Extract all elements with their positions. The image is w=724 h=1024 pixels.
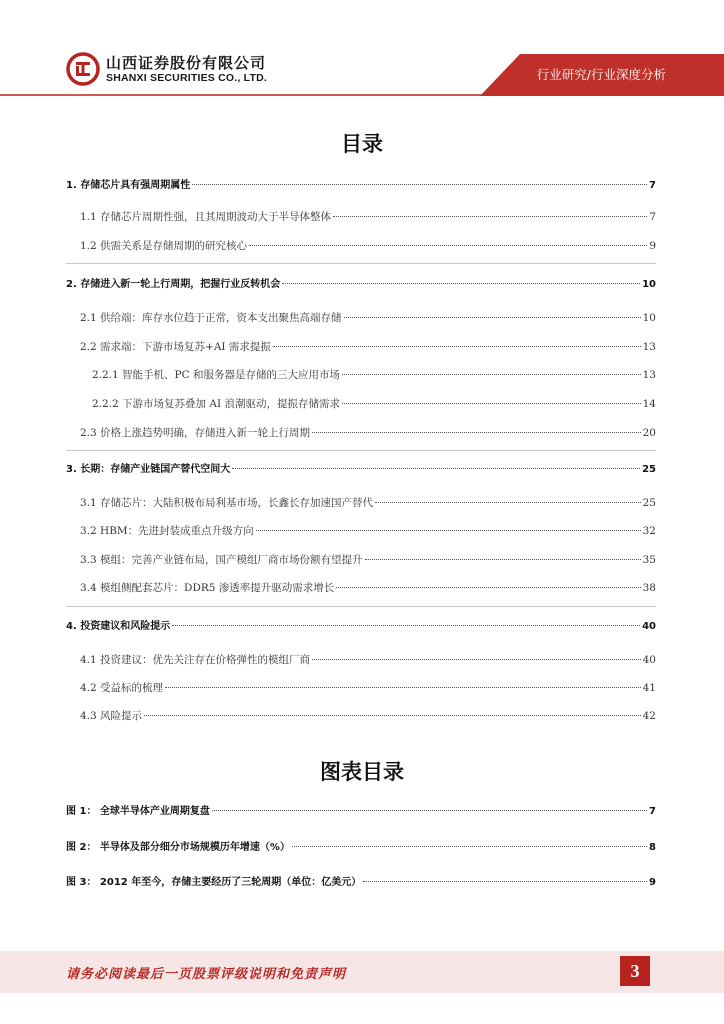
section-divider <box>66 606 656 607</box>
toc-entry-label: 3.3 模组：完善产业链布局，国产模组厂商市场份额有望提升 <box>80 554 363 566</box>
leader-dots <box>375 502 641 503</box>
leader-dots <box>292 846 647 847</box>
leader-dots <box>144 715 641 716</box>
toc-entry-label: 3.2 HBM：先进封装成重点升级方向 <box>80 525 254 537</box>
toc-entry-label: 2. 存储进入新一轮上行周期，把握行业反转机会 <box>66 279 281 290</box>
toc-entry[interactable] <box>0 708 724 724</box>
toc-entry-page: 13 <box>642 341 656 353</box>
toc-entry[interactable] <box>0 523 724 539</box>
toc-entry-label: 3.4 模组侧配套芯片：DDR5 渗透率提升驱动需求增长 <box>80 582 335 594</box>
toc-entry-page: 10 <box>642 279 656 290</box>
toc-entry-page: 13 <box>642 369 656 381</box>
figure-entry-page: 8 <box>649 842 656 853</box>
leader-dots <box>336 587 640 588</box>
toc-entry[interactable] <box>0 425 724 441</box>
leader-dots <box>165 687 641 688</box>
toc-entry-label: 2.1 供给端：库存水位趋于正常，资本支出聚焦高端存储 <box>80 312 342 324</box>
leader-dots <box>282 283 640 284</box>
toc-entry-label: 2.2 需求端：下游市场复苏+AI 需求提振 <box>80 341 271 353</box>
toc-entry[interactable] <box>0 275 724 291</box>
toc-entry-page: 42 <box>642 710 656 722</box>
leader-dots <box>312 432 641 433</box>
toc-entry[interactable] <box>0 495 724 511</box>
toc-entry[interactable] <box>0 339 724 355</box>
toc-entry-page: 7 <box>649 211 656 223</box>
toc-entry-label: 1. 存储芯片具有强周期属性 <box>66 180 191 191</box>
leader-dots <box>256 530 641 531</box>
toc-entry[interactable] <box>0 552 724 568</box>
leader-dots <box>342 403 641 404</box>
leader-dots <box>344 317 641 318</box>
leader-dots <box>232 468 640 469</box>
page-header <box>0 0 724 100</box>
company-name-cn: 山西证券股份有限公司 <box>106 54 267 72</box>
toc-entry[interactable] <box>0 680 724 696</box>
leader-dots <box>172 625 640 626</box>
toc-entry[interactable] <box>0 176 724 192</box>
report-type: 行业研究/行业深度分析 <box>536 67 666 82</box>
toc-entry-page: 20 <box>642 427 656 439</box>
figure-entry[interactable] <box>0 838 724 854</box>
toc-entry-label: 4.3 风险提示 <box>80 710 143 722</box>
toc-entry-label: 4.2 受益标的梳理 <box>80 682 164 694</box>
toc-entry[interactable] <box>0 460 724 476</box>
toc-entry-page: 40 <box>642 621 656 632</box>
toc-entry[interactable] <box>0 209 724 225</box>
leader-dots <box>365 559 641 560</box>
company-name-en: SHANXI SECURITIES CO., LTD. <box>106 72 267 84</box>
toc-entry-page: 9 <box>649 240 656 252</box>
figures-title: 图表目录 <box>320 760 404 784</box>
company-logo-icon <box>66 52 100 86</box>
figure-entry-label: 图 3： 2012 年至今，存储主要经历了三轮周期（单位：亿美元） <box>66 877 362 888</box>
toc-entry-label: 2.3 价格上涨趋势明确，存储进入新一轮上行周期 <box>80 427 311 439</box>
section-divider <box>66 450 656 451</box>
leader-dots <box>273 346 641 347</box>
toc-entry-page: 32 <box>642 525 656 537</box>
footer-disclaimer: 请务必阅读最后一页股票评级说明和免责声明 <box>66 967 347 982</box>
leader-dots <box>342 374 641 375</box>
toc-entry-page: 10 <box>642 312 656 324</box>
page-number: 3 <box>620 956 650 986</box>
toc-entry-page: 41 <box>642 682 656 694</box>
toc-entry[interactable] <box>0 580 724 596</box>
toc-entry[interactable] <box>0 367 724 383</box>
toc-entry-label: 4. 投资建议和风险提示 <box>66 621 171 632</box>
toc-title: 目录 <box>341 132 383 156</box>
toc-entry-label: 3.1 存储芯片：大陆积极布局利基市场，长鑫长存加速国产替代 <box>80 497 374 509</box>
figure-entry-label: 图 1： 全球半导体产业周期复盘 <box>66 806 210 817</box>
toc-entry-page: 7 <box>649 180 656 191</box>
figure-entry[interactable] <box>0 873 724 889</box>
leader-dots <box>192 184 647 185</box>
section-divider <box>66 263 656 264</box>
figure-entry-page: 7 <box>649 806 656 817</box>
figure-entry[interactable] <box>0 802 724 818</box>
toc-entry[interactable] <box>0 617 724 633</box>
leader-dots <box>249 245 647 246</box>
toc-entry-page: 35 <box>642 554 656 566</box>
toc-entry-label: 1.1 存储芯片周期性强，且其周期波动大于半导体整体 <box>80 211 332 223</box>
leader-dots <box>333 216 647 217</box>
figure-entry-page: 9 <box>649 877 656 888</box>
toc-entry-label: 3. 长期：存储产业链国产替代空间大 <box>66 464 231 475</box>
figure-entry-label: 图 2： 半导体及部分细分市场规模历年增速（%） <box>66 842 290 853</box>
toc-entry-label: 1.2 供需关系是存储周期的研究核心 <box>80 240 248 252</box>
toc-entry-label: 2.2.2 下游市场复苏叠加 AI 浪潮驱动，提振存储需求 <box>92 398 340 410</box>
toc-entry[interactable] <box>0 238 724 254</box>
leader-dots <box>363 881 647 882</box>
toc-entry-label: 2.2.1 智能手机、PC 和服务器是存储的三大应用市场 <box>92 369 340 381</box>
leader-dots <box>212 810 647 811</box>
toc-entry[interactable] <box>0 652 724 668</box>
leader-dots <box>312 659 641 660</box>
toc-entry-label: 4.1 投资建议：优先关注存在价格弹性的模组厂商 <box>80 654 311 666</box>
toc-entry[interactable] <box>0 310 724 326</box>
toc-entry[interactable] <box>0 396 724 412</box>
toc-entry-page: 14 <box>642 398 656 410</box>
toc-entry-page: 25 <box>642 464 656 475</box>
toc-entry-page: 40 <box>642 654 656 666</box>
toc-entry-page: 25 <box>642 497 656 509</box>
toc-entry-page: 38 <box>642 582 656 594</box>
